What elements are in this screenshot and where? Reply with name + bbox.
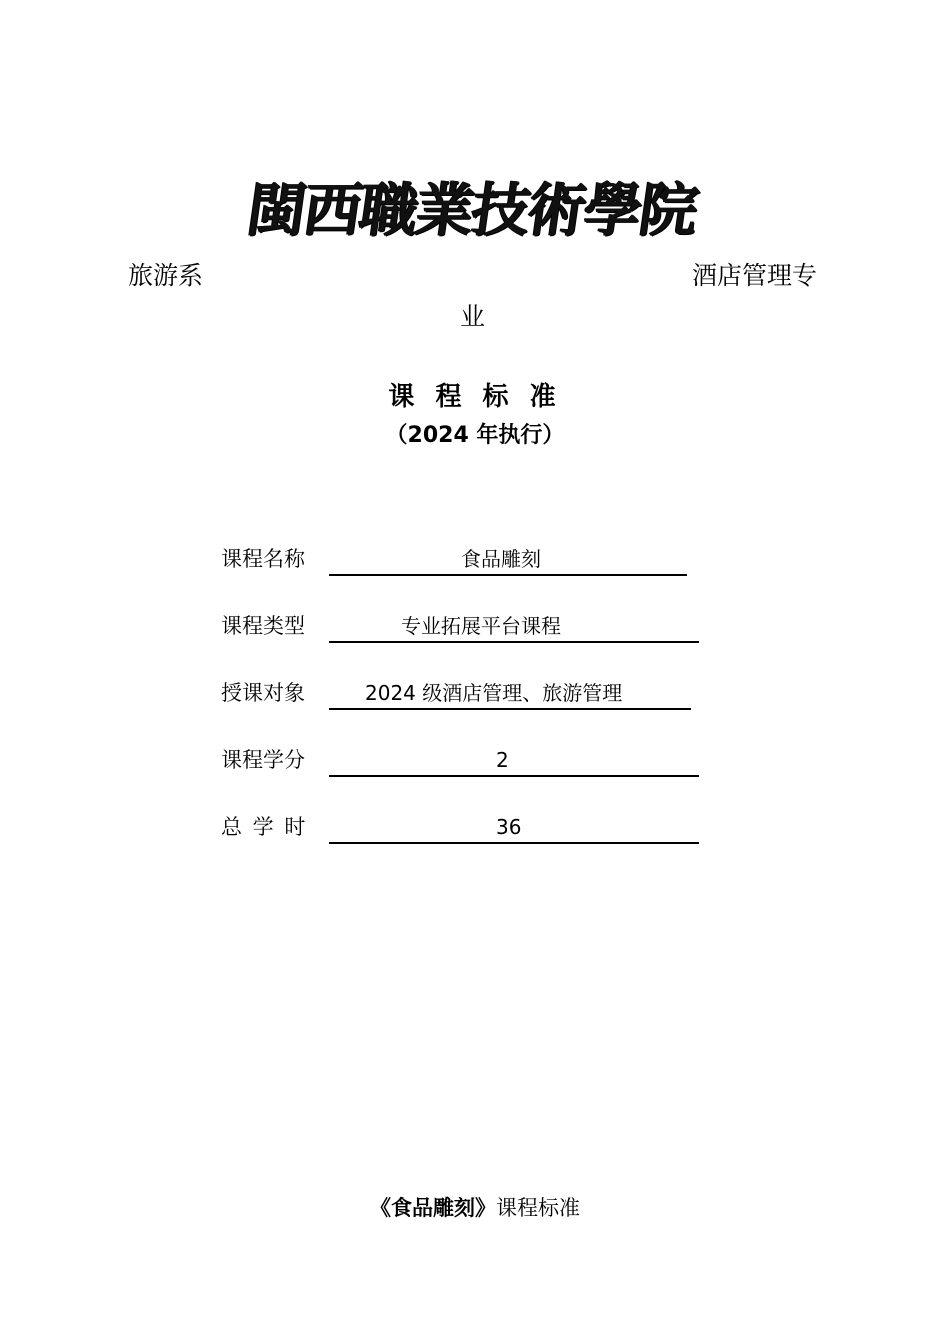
college-logo	[242, 170, 701, 250]
field-value: 36	[496, 815, 522, 839]
field-label: 课程学分	[221, 748, 305, 772]
footer-suffix: 课程标准	[496, 1196, 580, 1220]
major-part1: 酒店管理专	[692, 261, 818, 290]
field-label: 总 学 时	[221, 815, 308, 839]
major-part2: 业	[460, 302, 486, 331]
field-value: 2024 级酒店管理、旅游管理	[365, 681, 623, 705]
college-logo-text: 閩西職業技術學院	[243, 176, 701, 244]
field-underline	[329, 745, 699, 777]
field-label: 课程名称	[221, 547, 305, 571]
department: 旅游系	[128, 261, 204, 290]
field-label: 授课对象	[221, 681, 305, 705]
document-subtitle: （2024 年执行）	[385, 423, 565, 448]
field-value: 专业拓展平台课程	[401, 614, 561, 638]
field-value: 2	[496, 748, 509, 772]
field-label: 课程类型	[221, 614, 305, 638]
footer-course-name: 《食品雕刻》	[370, 1196, 496, 1220]
page-footer	[0, 1192, 950, 1222]
document-title: 课 程 标 准	[388, 382, 562, 412]
field-value: 食品雕刻	[461, 547, 541, 571]
